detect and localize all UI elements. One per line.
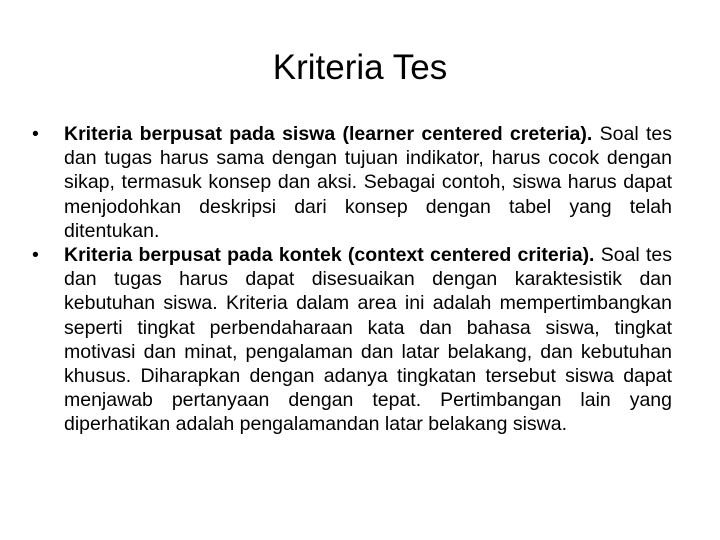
bullet-item [30,243,672,437]
bullet-item [30,122,672,243]
bullet-text: Soal tes dan tugas harus dapat disesuaikan dengan karaktesistik dan kebutuhan siswa. Kriteria dalam area ini adalah mempertimbangkan seperti tingkat perbendaharaan kata dan bahasa siswa, tingkat motivasi dan minat, pengalaman dan latar belakang, dan kebutuhan khusus. Diharapkan dengan adanya tingkatan tersebut siswa dapat menjawab pertanyaan dengan tepat. Pertimbangan lain yang diperhatikan adalah pengalamandan latar belakang siswa. [64,244,672,436]
bullet-icon: • [32,244,39,267]
slide-title: Kriteria Tes [272,48,448,87]
bullet-icon: • [32,123,39,145]
bullet-lead: Kriteria berpusat pada kontek (context centered criteria). [64,244,595,267]
bullet-list [30,122,672,437]
bullet-text: Soal tes dan tugas harus sama dengan tujuan indikator, harus cocok dengan sikap, termasuk konsep dan aksi. Sebagai contoh, siswa harus dapat menjodohkan deskripsi dari konsep dengan tabel yang telah ditentukan. [64,123,672,242]
bullet-lead: Kriteria berpusat pada siswa (learner centered creteria). [64,123,593,145]
